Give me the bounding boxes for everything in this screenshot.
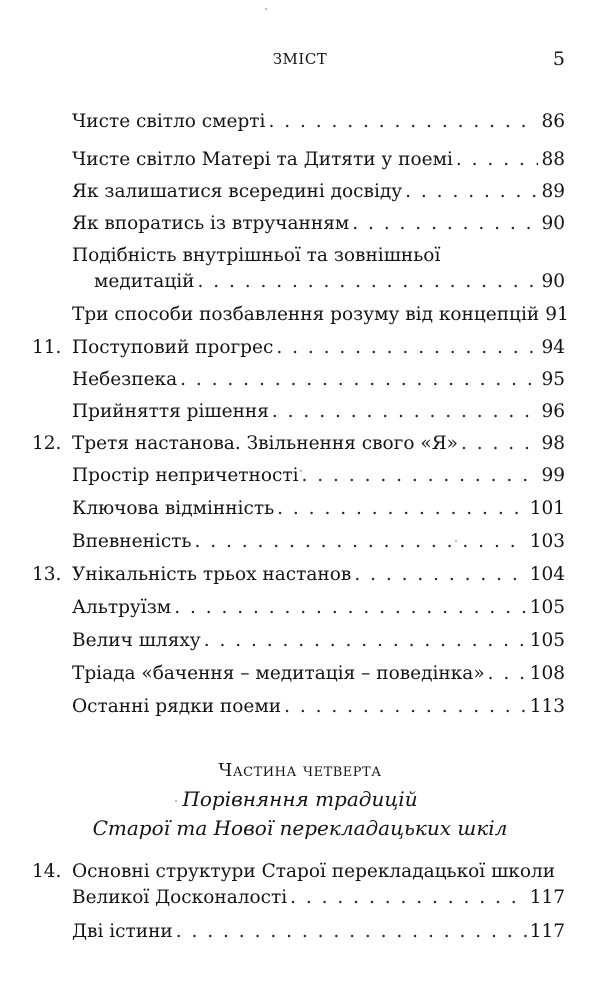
- leader-dots: [456, 148, 539, 172]
- toc-entry-title: Тріада «бачення – медитація – поведінка»: [72, 663, 485, 684]
- part-heading: [0, 760, 600, 781]
- leader-dots: [461, 432, 539, 456]
- running-head: [0, 50, 600, 74]
- toc-entry[interactable]: [72, 148, 565, 172]
- toc-entry-title: Чисте світло смерті: [72, 111, 266, 132]
- toc-entry-title-line2: медитацій: [94, 271, 195, 292]
- toc-entry-page: 96: [541, 401, 565, 422]
- toc-entry-page: 105: [529, 597, 565, 618]
- chapter-title: Третя настанова. Звільнення свого «Я»: [72, 433, 458, 454]
- toc-entry-page: 117: [529, 921, 565, 942]
- leader-dots: [276, 336, 538, 360]
- toc-entry[interactable]: [72, 368, 565, 392]
- chapter-title-line2: Великої Досконалості: [72, 887, 288, 908]
- toc-entry[interactable]: [72, 920, 565, 944]
- leader-dots: [272, 400, 539, 424]
- toc-entry[interactable]: [72, 110, 565, 134]
- leader-dots: [488, 662, 527, 686]
- toc-entry-title: Дві істини: [72, 921, 173, 942]
- chapter-number: 11.: [32, 337, 62, 358]
- toc-entry-title: Небезпека: [72, 369, 178, 390]
- toc-entry-page: 101: [529, 498, 565, 519]
- leader-dots: [194, 530, 526, 554]
- toc-entry-title: Як впоратись із втручанням: [72, 213, 350, 234]
- chapter-page: 104: [529, 564, 565, 585]
- part-label: Частина четверта: [218, 760, 382, 781]
- chapter-page: 94: [541, 337, 565, 358]
- leader-dots: [197, 270, 538, 294]
- toc-entry-title: Три способи позбавлення розуму від концепцій: [72, 304, 540, 325]
- toc-entry[interactable]: [72, 400, 565, 424]
- toc-chapter[interactable]: [32, 336, 565, 360]
- leader-dots: [290, 886, 527, 910]
- toc-entry[interactable]: [72, 212, 565, 236]
- leader-dots: [277, 497, 527, 521]
- part-subtitle-line1: Порівняння традицій: [182, 787, 418, 811]
- toc-entry-page: 89: [541, 181, 565, 202]
- toc-entry-page: 86: [541, 111, 565, 132]
- toc-entry-page: 90: [541, 271, 565, 292]
- toc-entry-title: Впевненість: [72, 531, 192, 552]
- leader-dots: [174, 596, 526, 620]
- chapter-page: 117: [529, 887, 565, 908]
- toc-chapter[interactable]: [32, 432, 565, 456]
- toc-chapter[interactable]: [32, 563, 565, 587]
- toc-entry[interactable]: [72, 530, 565, 554]
- chapter-number: 12.: [32, 433, 62, 454]
- chapter-number: 13.: [32, 564, 62, 585]
- toc-entry-page: 105: [529, 630, 565, 651]
- toc-entry-page: 90: [541, 213, 565, 234]
- toc-entry[interactable]: [72, 180, 565, 204]
- leader-dots: [180, 368, 538, 392]
- leader-dots: [302, 464, 539, 488]
- toc-entry-page: 91: [545, 304, 569, 325]
- toc-entry-title: Як залишатися всередині досвіду: [72, 181, 403, 202]
- chapter-page: 98: [541, 433, 565, 454]
- toc-entry-page: 95: [541, 369, 565, 390]
- toc-entry[interactable]: [72, 464, 565, 488]
- toc-chapter[interactable]: [72, 886, 565, 910]
- toc-entry-title: Чисте світло Матері та Дитяти у поемі: [72, 149, 453, 170]
- leader-dots: [204, 629, 527, 653]
- toc-entry-title: Велич шляху: [72, 630, 201, 651]
- toc-entry-page: 99: [541, 465, 565, 486]
- chapter-title-line1: Основні структури Старої перекладацької школи: [72, 861, 556, 882]
- leader-dots: [352, 212, 538, 236]
- toc-entry[interactable]: [72, 629, 565, 653]
- toc-entry[interactable]: [72, 695, 565, 719]
- leader-dots: [354, 563, 526, 587]
- toc-entry-page: 113: [529, 696, 565, 717]
- print-speck: [265, 8, 267, 10]
- chapter-number: 14.: [32, 861, 62, 882]
- toc-entry[interactable]: [72, 303, 569, 327]
- toc-chapter-line1[interactable]: [32, 860, 555, 884]
- toc-entry-title: Прийняття рішення: [72, 401, 269, 422]
- toc-entry-title-line1[interactable]: Подібність внутрішньої та зовнішньої: [72, 245, 441, 266]
- toc-entry-page: 108: [529, 663, 565, 684]
- leader-dots: [405, 180, 538, 204]
- running-title: ЗМІСТ: [272, 50, 328, 68]
- toc-entry[interactable]: [72, 497, 565, 521]
- toc-entry-page: 103: [529, 531, 565, 552]
- leader-dots: [176, 920, 527, 944]
- toc-entry-page: 88: [541, 149, 565, 170]
- toc-entry-title: Альтруїзм: [72, 597, 172, 618]
- page-number: 5: [552, 48, 565, 70]
- part-subtitle-line2: Старої та Нової перекладацьких шкіл: [92, 816, 508, 840]
- toc-entry-title: Простір непричетності: [72, 465, 299, 486]
- leader-dots: [284, 695, 527, 719]
- chapter-title: Унікальність трьох настанов: [72, 564, 352, 585]
- toc-entry-title: Останні рядки поеми: [72, 696, 282, 717]
- toc-entry[interactable]: [72, 662, 565, 686]
- part-subtitle: [0, 787, 600, 811]
- chapter-title: Поступовий прогрес: [72, 337, 274, 358]
- toc-entry[interactable]: [72, 596, 565, 620]
- leader-dots: [268, 110, 538, 134]
- toc-entry[interactable]: [94, 270, 565, 294]
- part-subtitle: [0, 816, 600, 840]
- toc-entry-title: Ключова відмінність: [72, 498, 275, 519]
